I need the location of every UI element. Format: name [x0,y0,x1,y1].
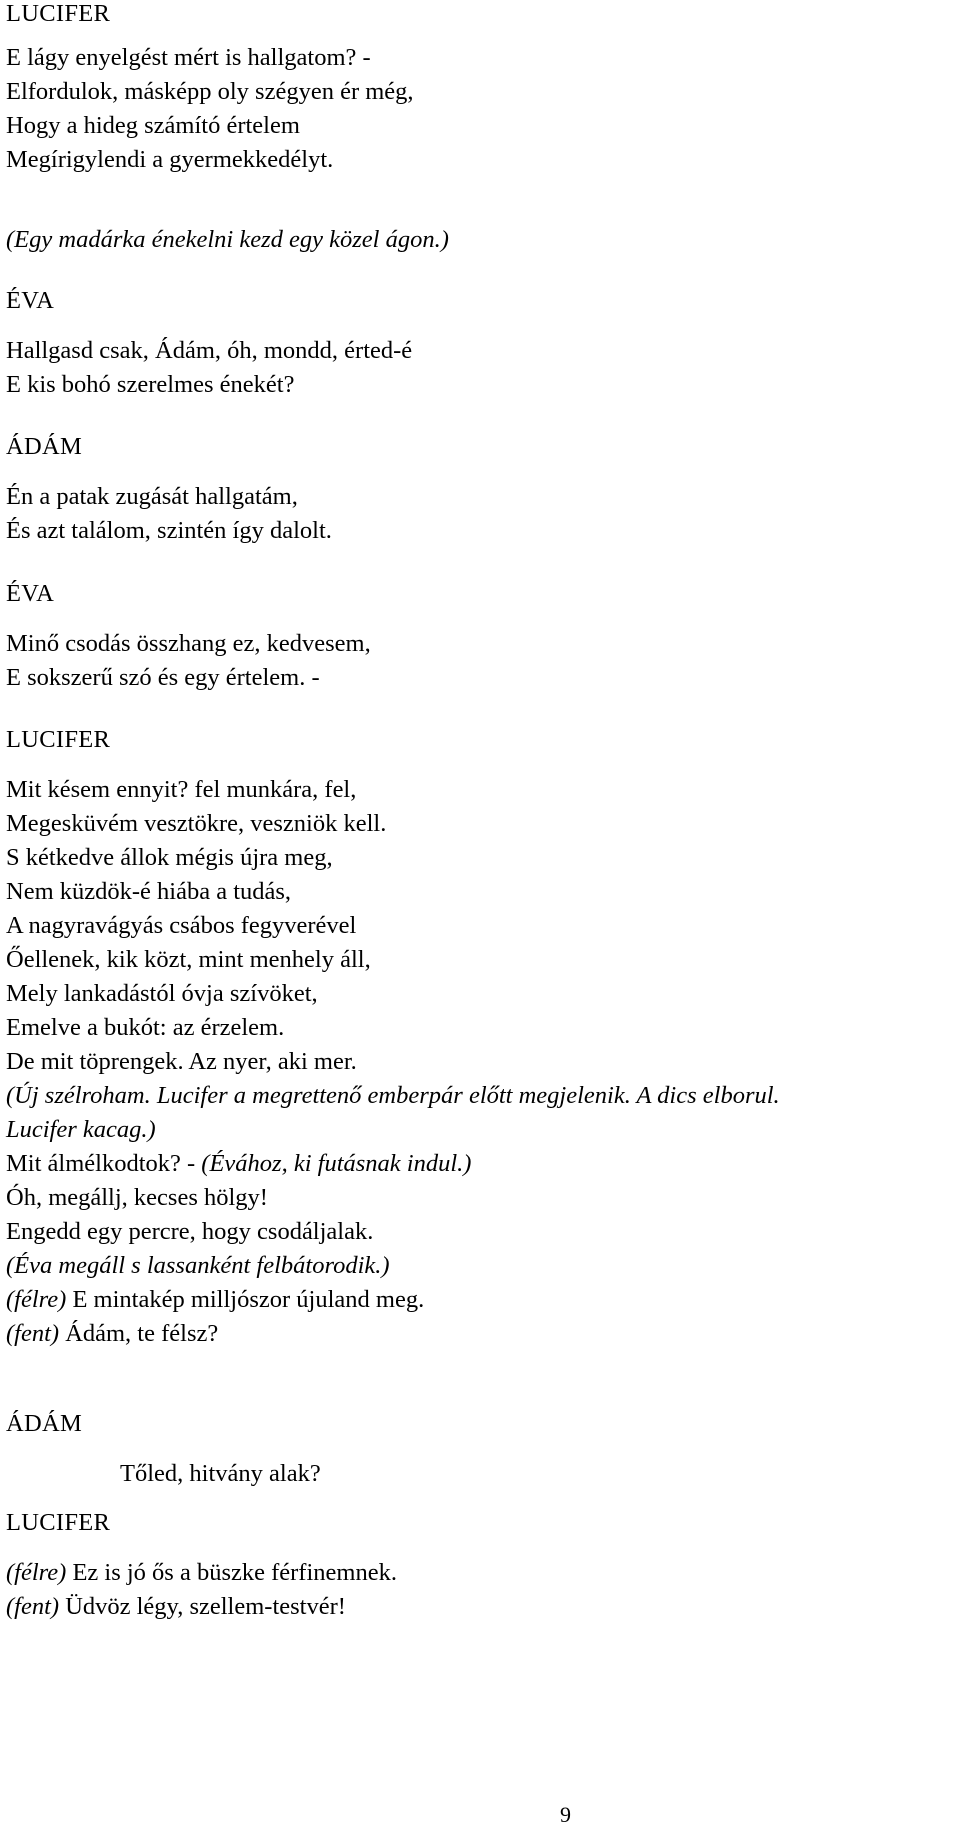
verse-line [6,1317,780,1351]
speaker-adam: ÁDÁM [6,1410,83,1437]
verse-line: Engedd egy percre, hogy csodáljalak. [6,1218,374,1245]
verse-block-lucifer-3 [6,1556,397,1624]
verse-line [6,1283,780,1317]
stage-direction-bird [6,223,449,257]
stage-direction-aside: (félre) [6,1559,67,1586]
verse-line [6,1556,397,1590]
verse-block-eva-1 [6,334,412,402]
verse-line [6,1590,397,1624]
stage-direction: (Egy madárka énekelni kezd egy közel ágon.) [6,226,449,253]
verse-line: E lágy enyelgést mért is hallgatom? - [6,44,371,71]
stage-direction-aloud: (fent) [6,1593,60,1620]
verse-line: Én a patak zugását hallgatám, [6,483,298,510]
verse-line: És azt találom, szintén így dalolt. [6,517,332,544]
speaker-eva: ÉVA [6,580,55,607]
stage-direction-aside: (félre) [6,1286,67,1313]
verse-line: Őellenek, kik közt, mint menhely áll, [6,946,371,973]
verse-line: Hogy a hideg számító értelem [6,112,300,139]
page-number: 9 [560,1802,571,1827]
verse-line: Mely lankadástól óvja szívöket, [6,980,318,1007]
verse-block-lucifer-1 [6,41,414,177]
stage-direction: (Új szélroham. Lucifer a megrettenő emberpár előtt megjelenik. A dics elborul. [6,1082,780,1109]
verse-block-adam-1 [6,480,332,548]
verse-line: S kétkedve állok mégis újra meg, [6,844,333,871]
verse-line: Emelve a bukót: az érzelem. [6,1014,285,1041]
stage-direction: (Éva megáll s lassanként felbátorodik.) [6,1252,390,1279]
speaker-eva: ÉVA [6,287,55,314]
verse-line: Hallgasd csak, Ádám, óh, mondd, érted-é [6,337,413,364]
speaker-lucifer: LUCIFER [6,0,111,27]
speaker-lucifer: LUCIFER [6,1509,111,1536]
speaker-adam: ÁDÁM [6,433,83,460]
verse-line: Mit késem ennyit? fel munkára, fel, [6,776,357,803]
verse-line: De mit töprengek. Az nyer, aki mer. [6,1048,357,1075]
verse-block-lucifer-2 [6,773,780,1351]
verse-line: Óh, megállj, kecses hölgy! [6,1184,268,1211]
verse-line: E sokszerű szó és egy értelem. - [6,664,320,691]
verse-line: Minő csodás összhang ez, kedvesem, [6,630,371,657]
verse-line: Elfordulok, másképp oly szégyen ér még, [6,78,414,105]
verse-line [6,1147,780,1181]
stage-direction-aloud: (fent) [6,1320,60,1347]
verse-line: A nagyravágyás csábos fegyverével [6,912,357,939]
verse-text: Ádám, te félsz? [59,1320,219,1347]
verse-line: E kis bohó szerelmes énekét? [6,371,295,398]
stage-direction: (Évához, ki futásnak indul.) [201,1150,472,1177]
verse-line: Megesküvém vesztökre, veszniök kell. [6,810,387,837]
verse-line: Nem küzdök-é hiába a tudás, [6,878,292,905]
verse-line: Megírigylendi a gyermekkedélyt. [6,146,334,173]
verse-text: E mintakép milljószor újuland meg. [66,1286,425,1313]
verse-text: Ez is jó ős a büszke férfinemnek. [66,1559,397,1586]
speaker-lucifer: LUCIFER [6,726,111,753]
verse-line: Tőled, hitvány alak? [120,1460,321,1487]
stage-direction: Lucifer kacag.) [6,1116,156,1143]
verse-block-eva-2 [6,627,371,695]
verse-text: Mit álmélkodtok? - [6,1150,202,1177]
verse-text: Üdvöz légy, szellem-testvér! [59,1593,346,1620]
verse-block-adam-2 [6,1457,321,1491]
